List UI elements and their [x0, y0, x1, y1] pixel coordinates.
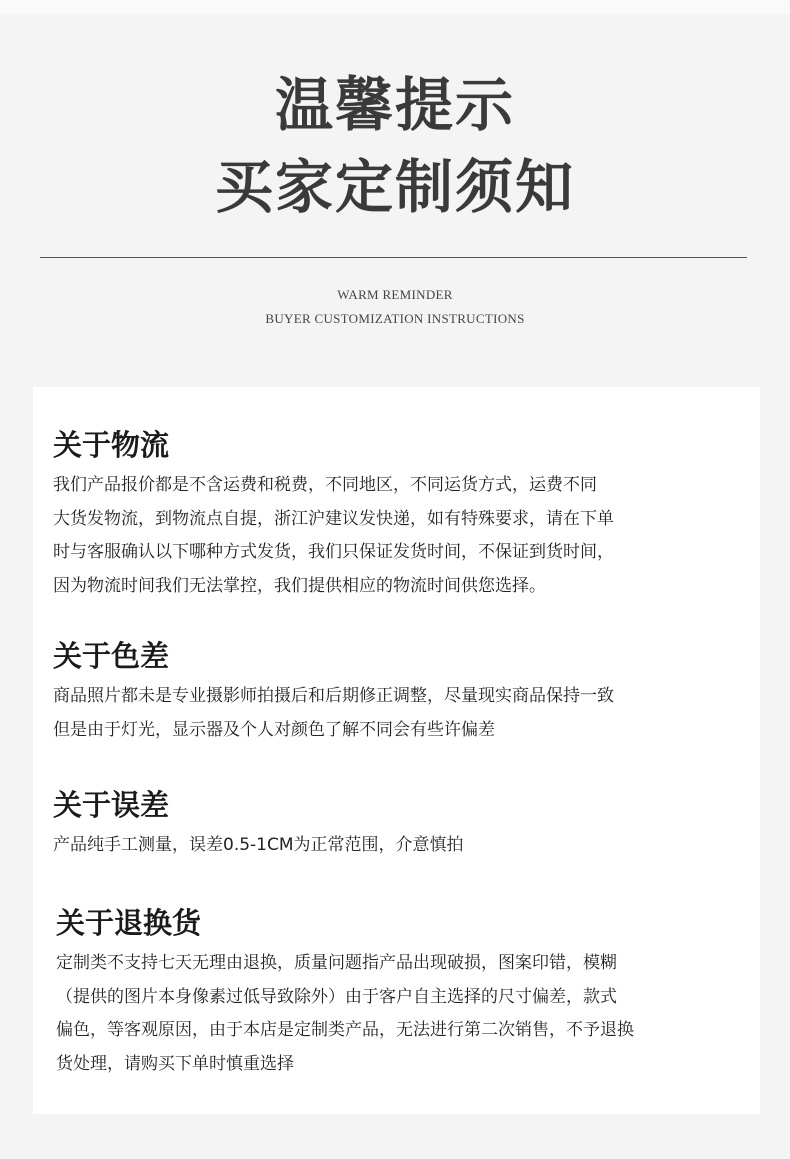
- english-title: WARM REMINDER: [337, 287, 453, 302]
- page-subtitle: 买家定制须知: [214, 153, 575, 221]
- body-line: 偏色，等客观原因，由于本店是定制类产品，无法进行第二次销售，不予退换: [56, 1020, 634, 1040]
- top-strip: [0, 0, 790, 14]
- section-body: [53, 829, 743, 863]
- notice-card: [33, 387, 760, 1114]
- page-title: 温馨提示: [274, 71, 515, 139]
- section-returns: [56, 905, 746, 1081]
- body-line: 商品照片都未是专业摄影师拍摄后和后期修正调整，尽量现实商品保持一致: [53, 686, 614, 706]
- body-line: 因为物流时间我们无法掌控，我们提供相应的物流时间供您选择。: [53, 575, 546, 596]
- body-line: 产品纯手工测量，误差0.5-1CM为正常范围，介意慎拍: [53, 835, 464, 855]
- section-body: [53, 680, 743, 747]
- body-line: 货处理，请购买下单时慎重选择: [56, 1053, 294, 1074]
- bottom-strip: [0, 1114, 790, 1159]
- body-line: （提供的图片本身像素过低导致除外）由于客户自主选择的尺寸偏差，款式: [56, 986, 617, 1007]
- section-body: [53, 469, 743, 603]
- section-title: 关于物流: [53, 428, 170, 462]
- section-title: 关于退换货: [56, 906, 202, 940]
- body-line: 时与客服确认以下哪种方式发货，我们只保证发货时间，不保证到货时间，: [53, 542, 614, 562]
- english-subtitle: BUYER CUSTOMIZATION INSTRUCTIONS: [265, 311, 525, 326]
- section-color-difference: [53, 638, 743, 747]
- body-line: 但是由于灯光，显示器及个人对颜色了解不同会有些许偏差: [53, 719, 495, 740]
- header-divider: [40, 257, 747, 258]
- body-line: 我们产品报价都是不含运费和税费，不同地区，不同运货方式，运费不同: [53, 475, 597, 495]
- section-title: 关于误差: [53, 788, 170, 822]
- body-line: 大货发物流，到物流点自提，浙江沪建议发快递，如有特殊要求，请在下单: [53, 508, 614, 529]
- section-body: [56, 947, 746, 1081]
- section-title: 关于色差: [53, 639, 170, 673]
- section-measurement-error: [53, 787, 743, 863]
- body-line: 定制类不支持七天无理由退换，质量问题指产品出现破损，图案印错，模糊: [56, 953, 617, 973]
- section-logistics: [53, 427, 743, 603]
